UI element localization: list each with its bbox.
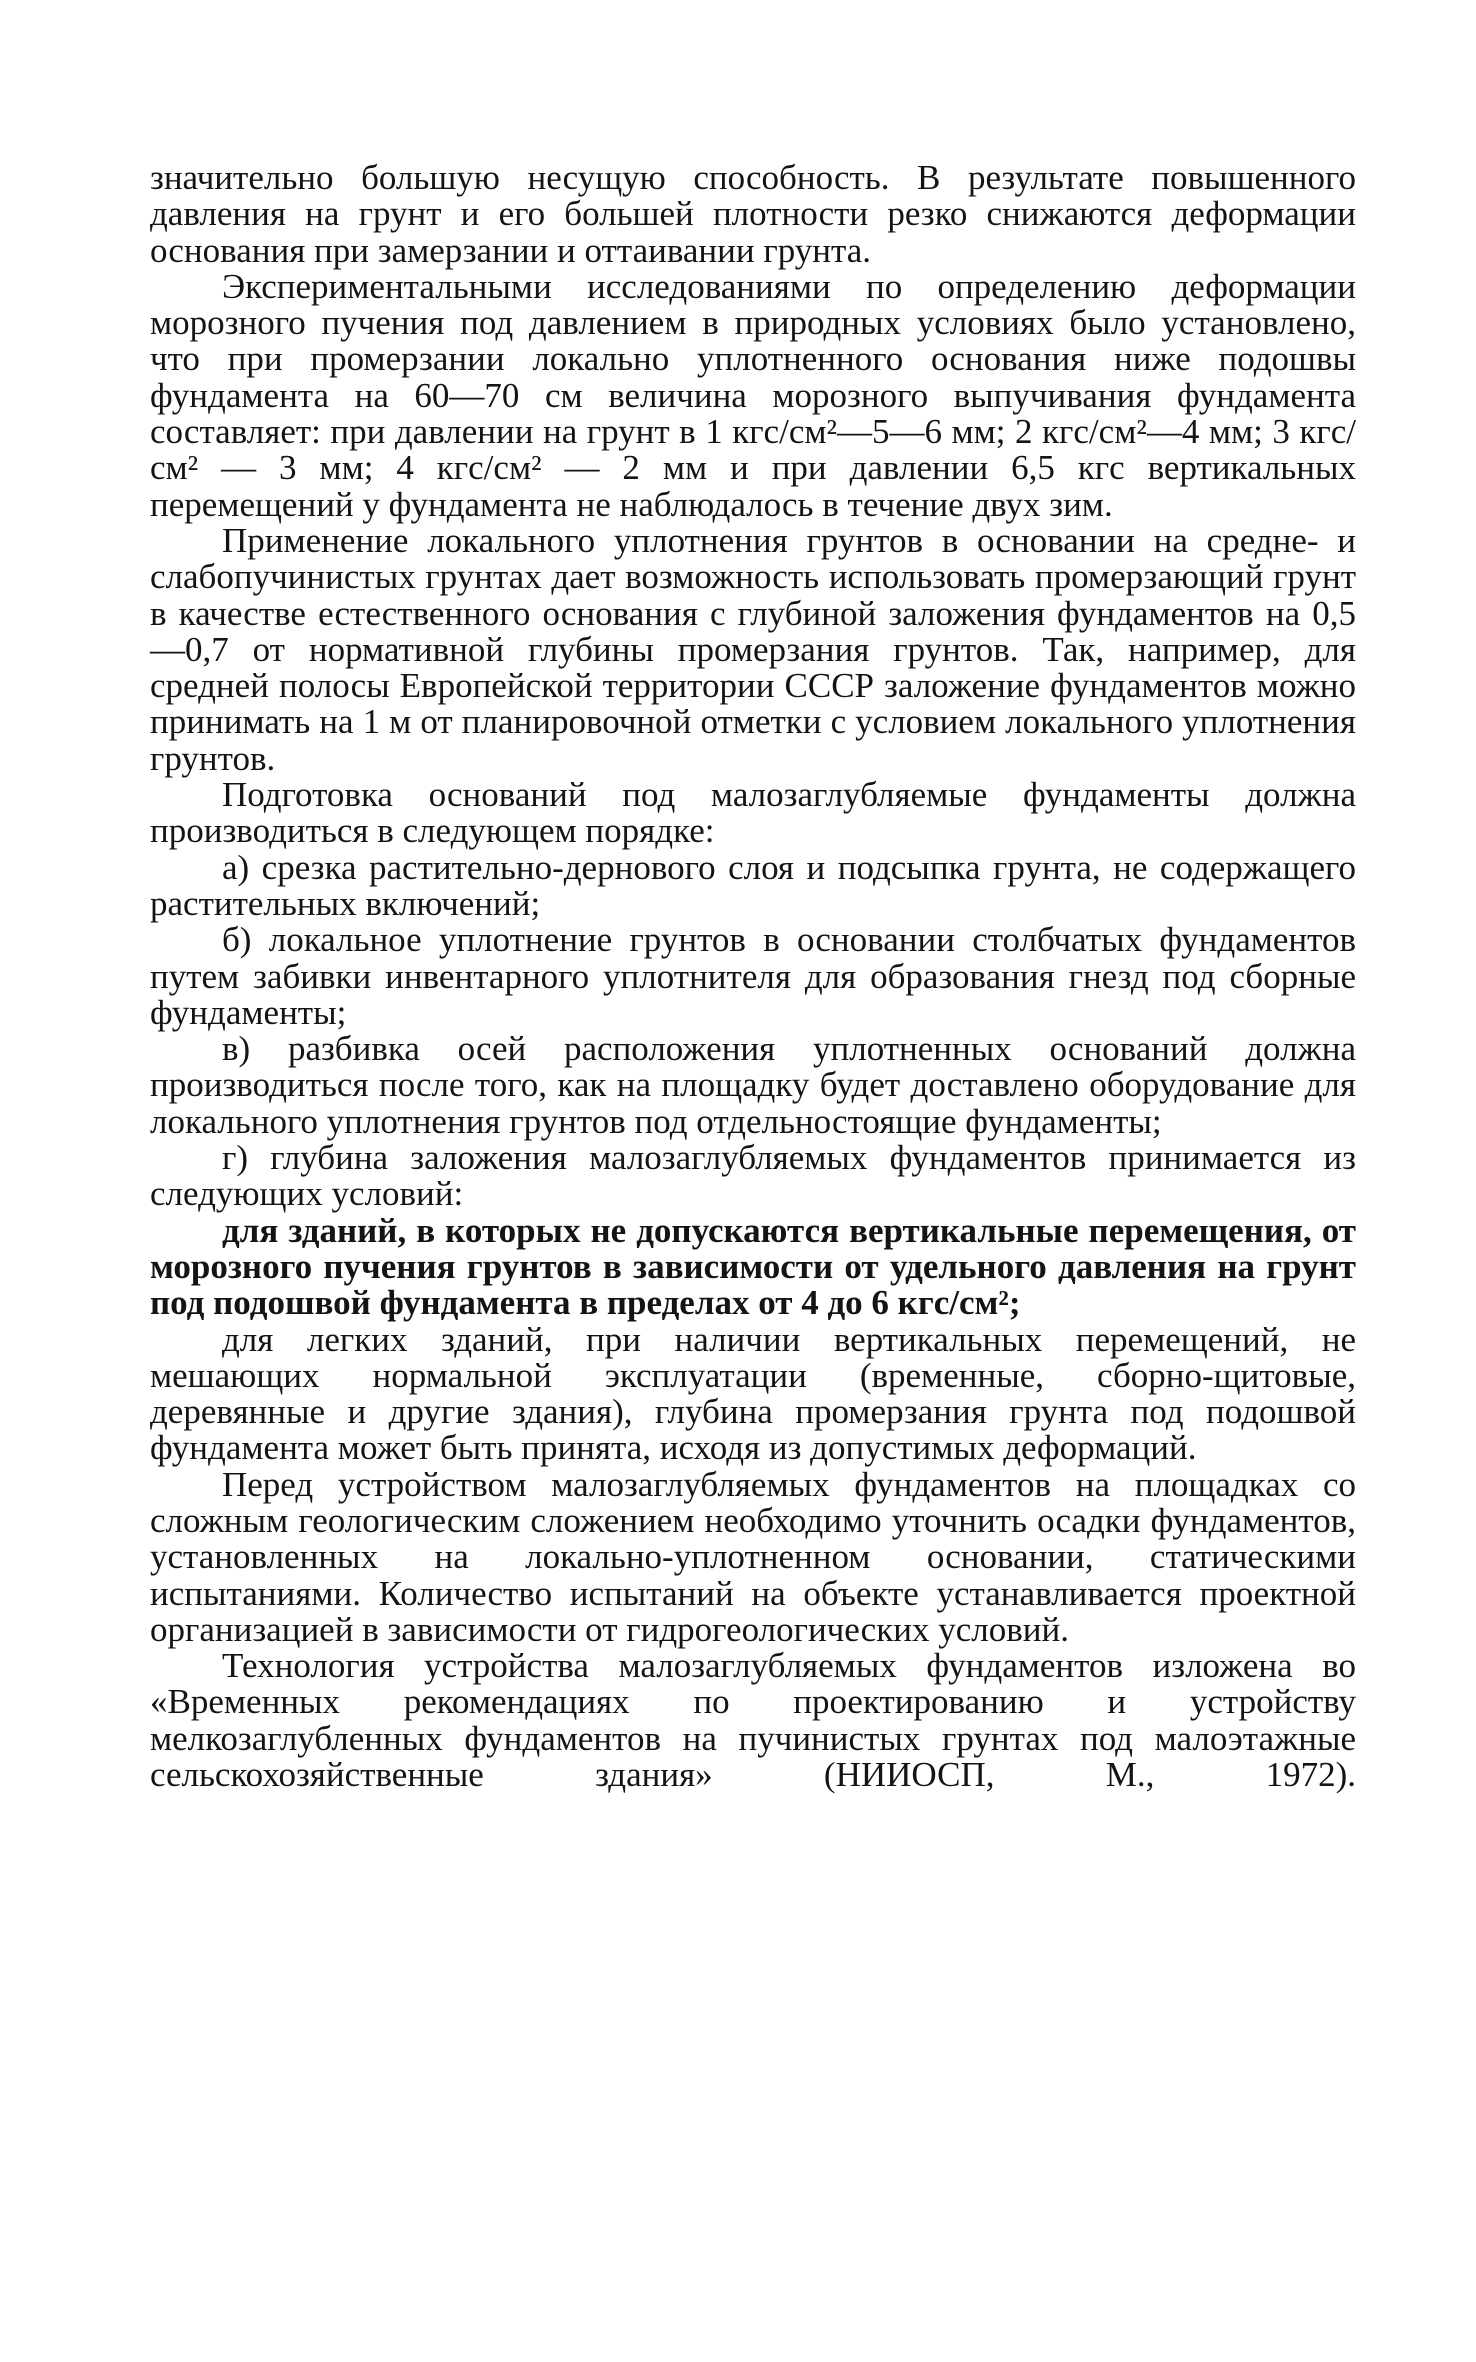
document-page: [150, 160, 1356, 1793]
paragraph-testing: Перед устройством малозаглубляемых фундаментов на площадках со сложным геологическим сложением необходимо уточнить осадки фундаментов, установленных на локально-уплотненном основании, статическими испытаниями. Количество испытаний на объекте устанавливается проектной организацией в зависимости от гидрогеологических условий.: [150, 1464, 1356, 1649]
paragraph-technology: Технология устройства малозаглубляемых фундаментов изложена во «Временных рекомендациях по проектированию и устройству мелкозаглубленных фундаментов на пучинистых грунтах под малоэтажные сельскохозяйственные здания» (НИИОСП, М., 1972).: [150, 1646, 1356, 1795]
condition-light-buildings: для легких зданий, при наличии вертикальных перемещений, не мешающих нормальной эксплуатации (временные, сборно-щитовые, деревянные и другие здания), глубина промерзания грунта под подошвой фундамента может быть принята, исходя из допустимых деформаций.: [150, 1319, 1356, 1468]
list-item-v: в) разбивка осей расположения уплотненных оснований должна производиться после того, как на площадку будет доставлено оборудование для локального уплотнения грунтов под отдельностоящие фундаменты;: [150, 1029, 1356, 1141]
paragraph-continuation: значительно большую несущую способность. В результате повышенного давления на грунт и его большей плотности резко снижаются деформации основания при замерзании и оттаивании грунта.: [150, 158, 1356, 270]
list-item-g: г) глубина заложения малозаглубляемых фундаментов принимается из следующих условий:: [150, 1138, 1356, 1214]
paragraph-application: Применение локального уплотнения грунтов в основании на средне- и слабопучинистых грунтах дает возможность использовать промерзающий грунт в качестве естественного основания с глубиной заложения фундаментов на 0,5—0,7 от нормативной глубины промерзания грунтов. Так, например, для средней полосы Европейской территории СССР заложение фундаментов можно принимать на 1 м от планировочной отметки с условием локального уплотнения грунтов.: [150, 520, 1356, 778]
condition-no-movement: для зданий, в которых не допускаются вертикальные перемещения, от морозного пучения грунтов в зависимости от удельного давления на грунт под подошвой фундамента в пределах от 4 до 6 кгс/см²;: [150, 1210, 1356, 1323]
list-item-b: б) локальное уплотнение грунтов в основании столбчатых фундаментов путем забивки инвентарного уплотнителя для образования гнезд под сборные фундаменты;: [150, 920, 1356, 1032]
paragraph-preparation-intro: Подготовка оснований под малозаглубляемые фундаменты должна производиться в следующем порядке:: [150, 775, 1356, 851]
paragraph-experiments: Экспериментальными исследованиями по определению деформации морозного пучения под давлением в природных условиях было установлено, что при промерзании локально уплотненного основания ниже подошвы фундамента на 60—70 см величина морозного выпучивания фундамента составляет: при давлении на грунт в 1 кгс/см²—5—6 мм; 2 кгс/см²—4 мм; 3 кгс/см² — 3 мм; 4 кгс/см² — 2 мм и при давлении 6,5 кгс вертикальных перемещений у фундамента не наблюдалось в течение двух зим.: [150, 266, 1356, 524]
list-item-a: а) срезка растительно-дернового слоя и подсыпка грунта, не содержащего растительных включений;: [150, 847, 1356, 923]
